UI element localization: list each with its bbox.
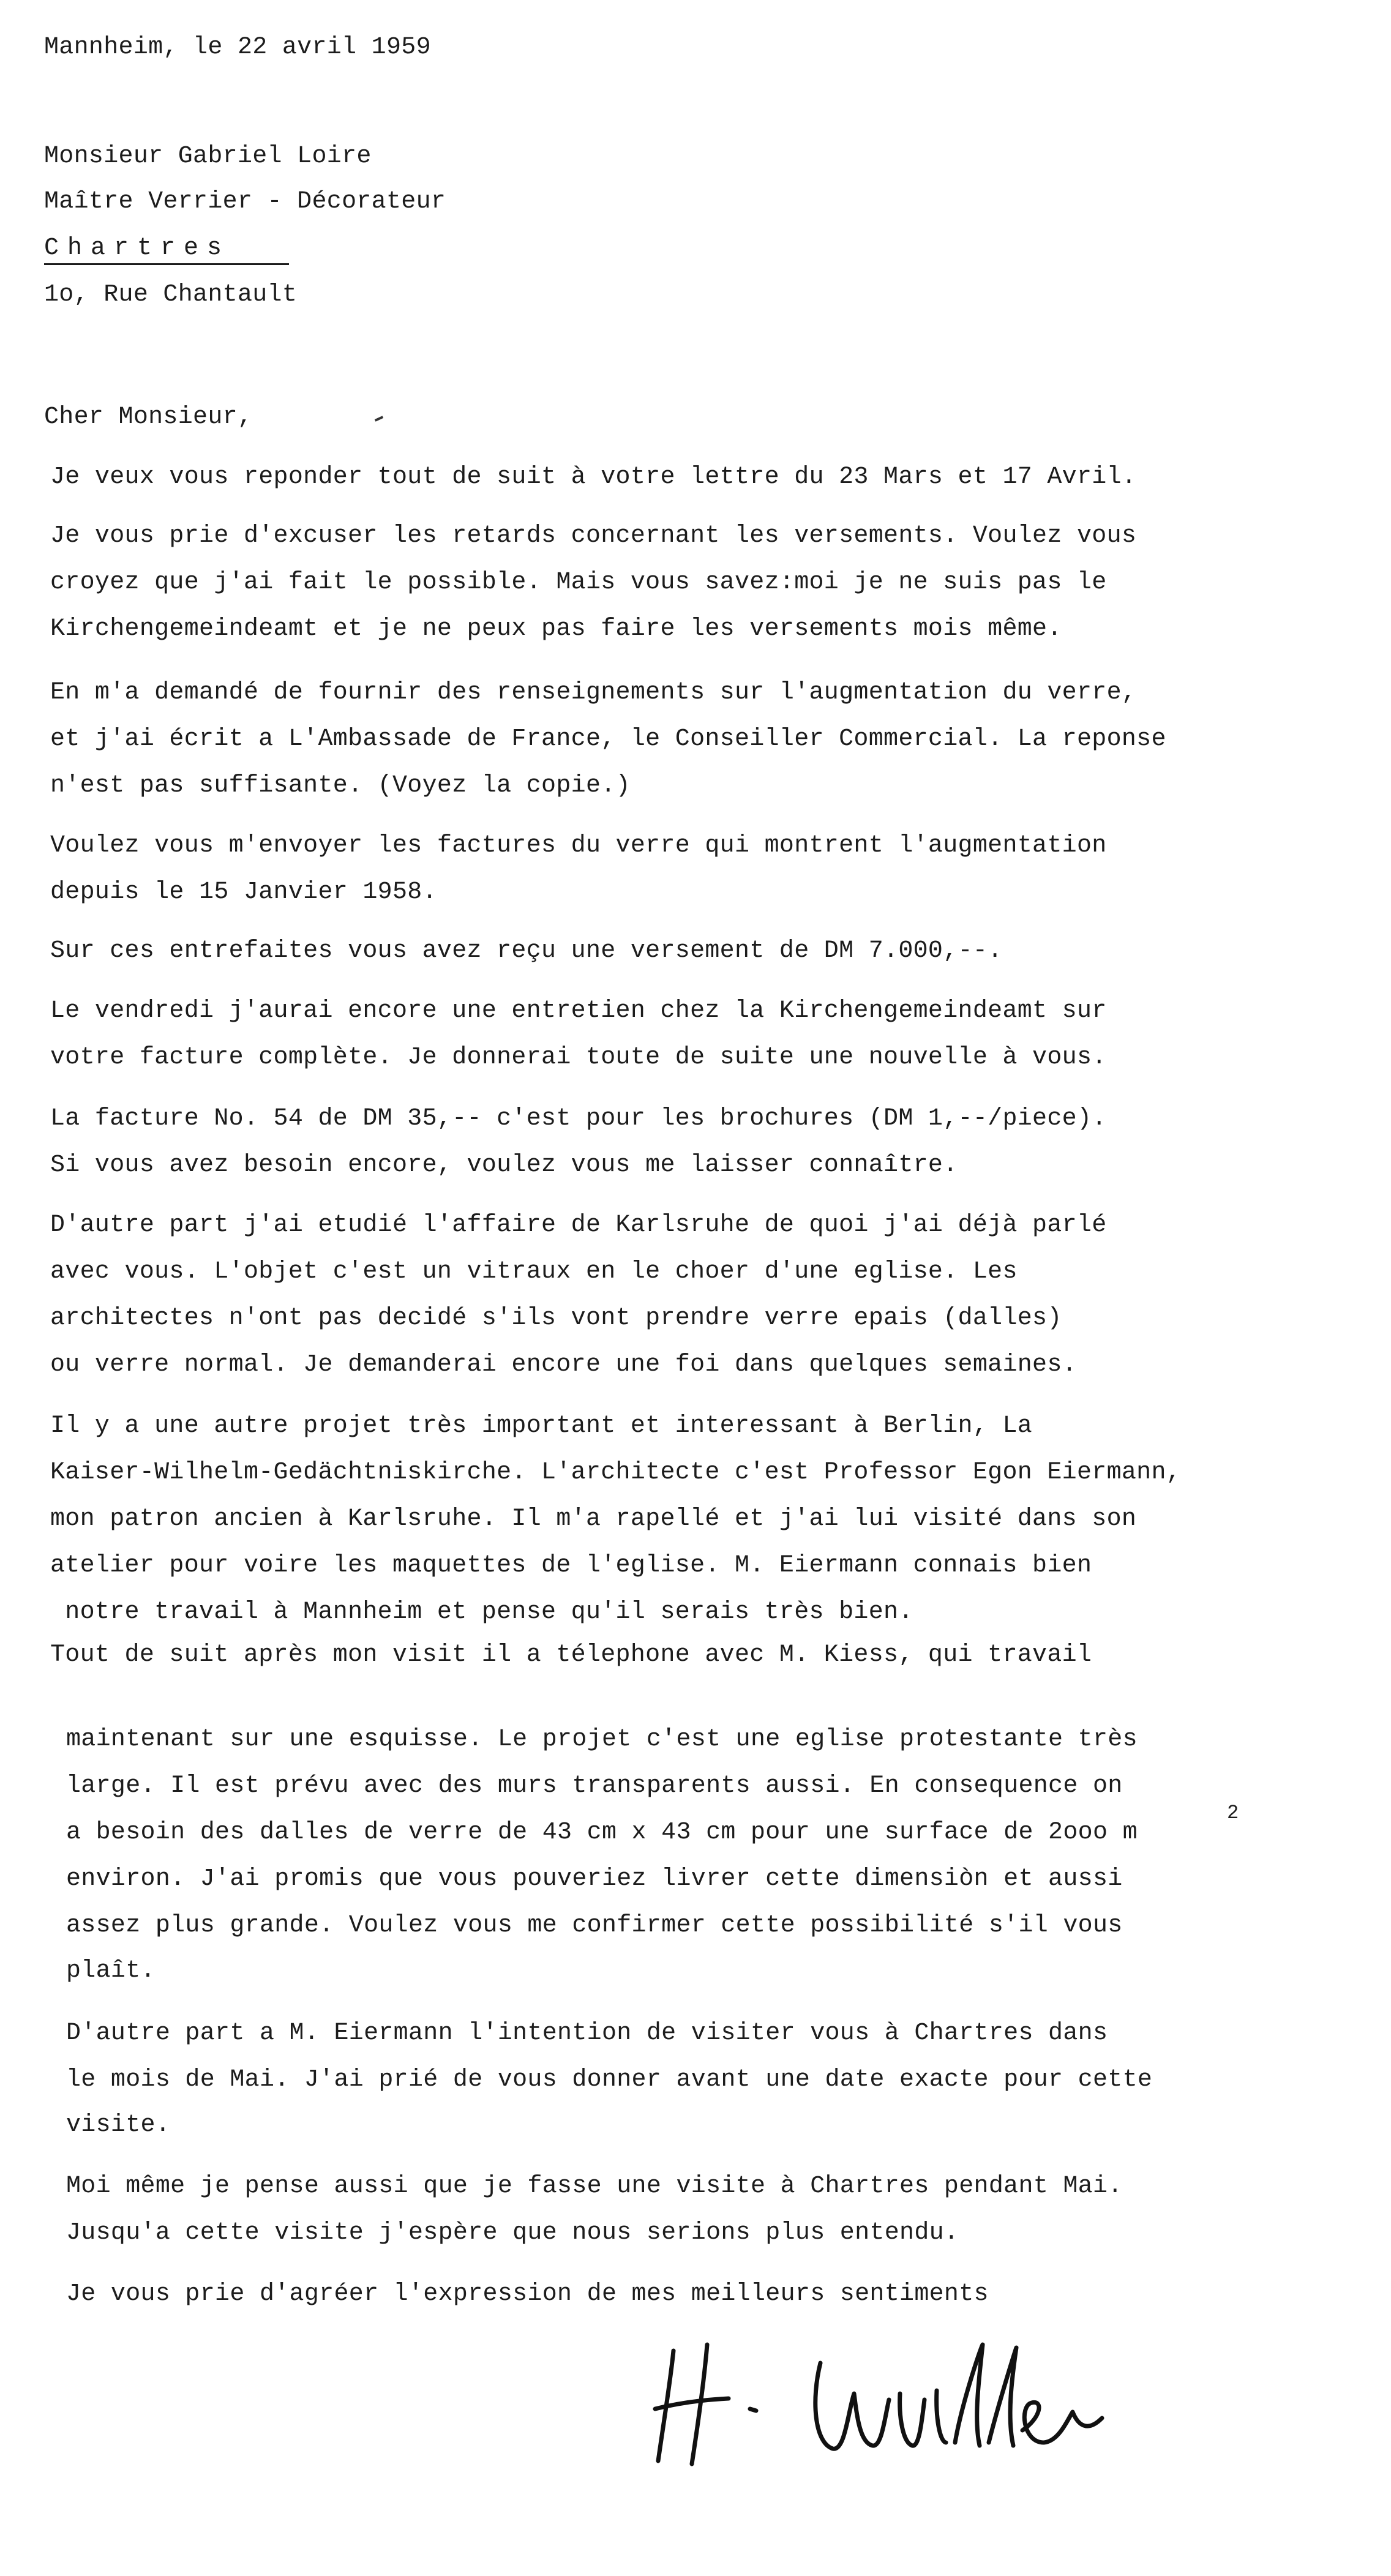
paragraph-11-line-2: le mois de Mai. J'ai prié de vous donner avant une date exacte pour cette: [66, 2066, 1153, 2094]
recipient-city: Chartres: [44, 234, 231, 262]
paragraph-4-line-1: Voulez vous m'envoyer les factures du verre qui montrent l'augmentation: [50, 832, 1107, 859]
closing-line: Je vous prie d'agréer l'expression de mes meilleurs sentiments: [66, 2280, 989, 2308]
paragraph-9-line-6: Tout de suit après mon visit il a télephone avec M. Kiess, qui travail: [50, 1641, 1092, 1669]
date-line: Mannheim, le 22 avril 1959: [44, 34, 431, 61]
paragraph-10-line-5: assez plus grande. Voulez vous me confirmer cette possibilité s'il vous: [66, 1912, 1123, 1939]
paragraph-10-line-1: maintenant sur une esquisse. Le projet c'est une eglise protestante très: [66, 1726, 1138, 1753]
paragraph-9-line-4: atelier pour voire les maquettes de l'eglise. M. Eiermann connais bien: [50, 1552, 1092, 1579]
handwritten-signature: [637, 2326, 1188, 2485]
paragraph-3-line-3: n'est pas suffisante. (Voyez la copie.): [50, 772, 631, 799]
paragraph-8-line-2: avec vous. L'objet c'est un vitraux en le choer d'une eglise. Les: [50, 1258, 1018, 1286]
paragraph-10-line-3: a besoin des dalles de verre de 43 cm x 43 cm pour une surface de 2ooo m: [66, 1819, 1138, 1846]
paragraph-12-line-1: Moi même je pense aussi que je fasse une visite à Chartres pendant Mai.: [66, 2173, 1123, 2200]
paragraph-4-line-2: depuis le 15 Janvier 1958.: [50, 878, 437, 906]
recipient-title: Maître Verrier - Décorateur: [44, 188, 446, 215]
paragraph-8-line-1: D'autre part j'ai etudié l'affaire de Karlsruhe de quoi j'ai déjà parlé: [50, 1211, 1107, 1239]
paragraph-3-line-2: et j'ai écrit a L'Ambassade de France, le Conseiller Commercial. La reponse: [50, 725, 1166, 753]
stray-mark: [375, 416, 383, 422]
paragraph-10-line-2: large. Il est prévu avec des murs transparents aussi. En consequence on: [66, 1772, 1123, 1800]
paragraph-11-line-3: visite.: [66, 2111, 171, 2139]
paragraph-9-line-2: Kaiser-Wilhelm-Gedächtniskirche. L'architecte c'est Professor Egon Eiermann,: [50, 1459, 1182, 1486]
recipient-name: Monsieur Gabriel Loire: [44, 143, 372, 170]
paragraph-12-line-2: Jusqu'a cette visite j'espère que nous serions plus entendu.: [66, 2219, 959, 2247]
paragraph-6-line-2: votre facture complète. Je donnerai toute de suite une nouvelle à vous.: [50, 1044, 1107, 1071]
paragraph-8-line-4: ou verre normal. Je demanderai encore une foi dans quelques semaines.: [50, 1351, 1077, 1379]
paragraph-7-line-2: Si vous avez besoin encore, voulez vous me laisser connaître.: [50, 1151, 958, 1179]
paragraph-10-line-4: environ. J'ai promis que vous pouveriez livrer cette dimensiòn et aussi: [66, 1865, 1123, 1893]
paragraph-7-line-1: La facture No. 54 de DM 35,-- c'est pour les brochures (DM 1,--/piece).: [50, 1105, 1107, 1133]
paragraph-9-line-5: notre travail à Mannheim et pense qu'il serais très bien.: [50, 1598, 913, 1626]
paragraph-10-line-6: plaît.: [66, 1957, 156, 1985]
recipient-street: 1o, Rue Chantault: [44, 281, 298, 309]
paragraph-9-line-3: mon patron ancien à Karlsruhe. Il m'a rapellé et j'ai lui visité dans son: [50, 1505, 1137, 1533]
paragraph-6-line-1: Le vendredi j'aurai encore une entretien chez la Kirchengemeindeamt sur: [50, 997, 1107, 1025]
paragraph-2-line-1: Je vous prie d'excuser les retards concernant les versements. Voulez vous: [50, 522, 1137, 550]
paragraph-9-line-1: Il y a une autre projet très important et interessant à Berlin, La: [50, 1412, 1033, 1440]
paragraph-2-line-3: Kirchengemeindeamt et je ne peux pas faire les versements mois même.: [50, 615, 1062, 643]
paragraph-11-line-1: D'autre part a M. Eiermann l'intention de visiter vous à Chartres dans: [66, 2020, 1108, 2047]
paragraph-8-line-3: architectes n'ont pas decidé s'ils vont prendre verre epais (dalles): [50, 1305, 1062, 1332]
city-underline: [44, 263, 289, 265]
paragraph-3-line-1: En m'a demandé de fournir des renseignements sur l'augmentation du verre,: [50, 679, 1137, 706]
paragraph-2-line-2: croyez que j'ai fait le possible. Mais vous savez:moi je ne suis pas le: [50, 569, 1107, 596]
paragraph-1-line-1: Je veux vous reponder tout de suit à votre lettre du 23 Mars et 17 Avril.: [50, 463, 1137, 491]
salutation: Cher Monsieur,: [44, 403, 253, 431]
paragraph-5-line-1: Sur ces entrefaites vous avez reçu une versement de DM 7.000,--.: [50, 937, 1003, 965]
superscript-2: 2: [1227, 1802, 1239, 1824]
